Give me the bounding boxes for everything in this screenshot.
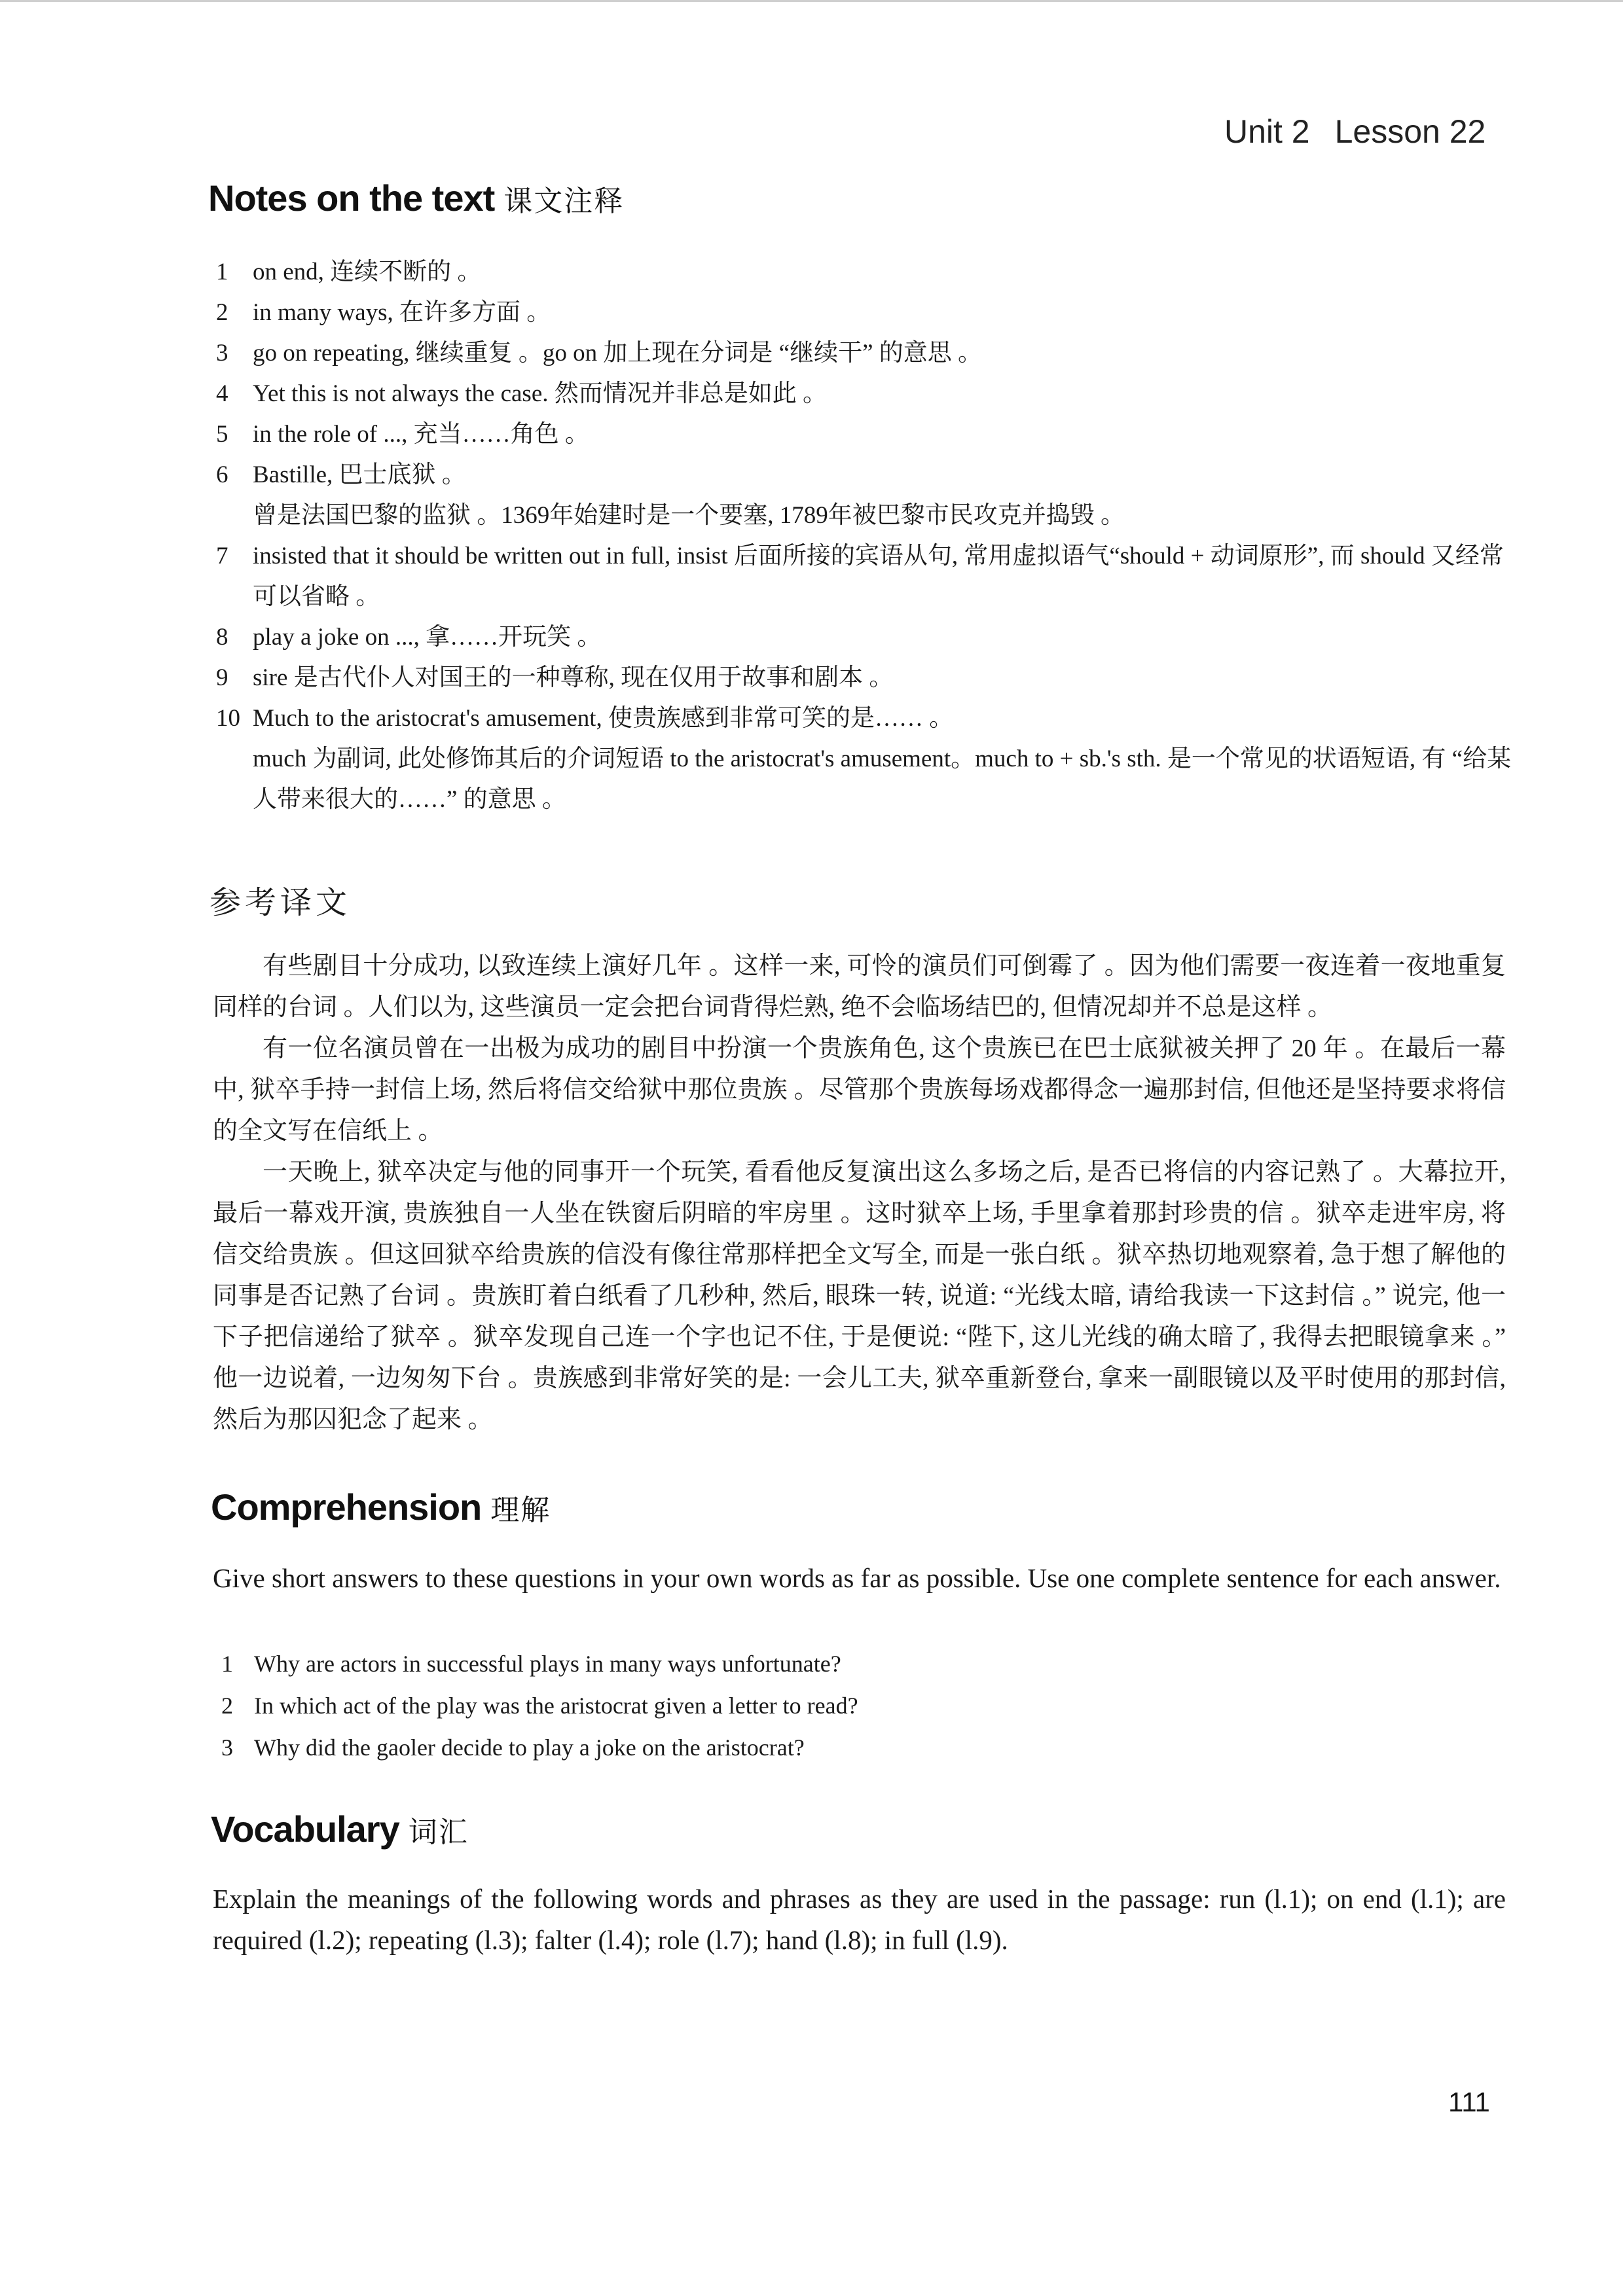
note-item <box>216 617 1512 658</box>
scan-edge-line <box>0 0 1623 2</box>
note-item <box>216 293 1512 333</box>
note-number: 2 <box>216 299 228 326</box>
note-item <box>216 536 1512 617</box>
running-head <box>1224 113 1510 151</box>
translation-paragraph: 有一位名演员曾在一出极为成功的剧目中扮演一个贵族角色, 这个贵族已在巴士底狱被关押了 20 年 。在最后一幕中, 狱卒手持一封信上场, 然后将信交给狱中那位贵族 。尽管那个贵族每场戏都得念一遍那封信, 但他还是坚持要求将信的全文写在信纸上 。 <box>213 1035 1506 1145</box>
notes-title-zh: 课文注释 <box>503 185 625 218</box>
note-item <box>216 252 1512 293</box>
comprehension-heading <box>211 1486 551 1528</box>
translation-paragraph: 一天晚上, 狱卒决定与他的同事开一个玩笑, 看看他反复演出这么多场之后, 是否已将信的内容记熟了 。大幕拉开, 最后一幕戏开演, 贵族独自一人坐在铁窗后阴暗的牢房里 。这时狱卒上场, 手里拿着那封珍贵的信 。狱卒走进牢房, 将信交给贵族 。但这回狱卒给贵族的信没有像往常那样把全文写全, 而是一张白纸 。狱卒热切地观察着, 急于想了解他的同事是否记熟了台词 。贵族盯着白纸看了几秒种, 然后, 眼珠一转, 说道: “光线太暗, 请给我读一下这封信 。” 说完, 他一下子把信递给了狱卒 。狱卒发现自己连一个字也记不住, 于是便说: “陛下, 这儿光线的确太暗了, 我得去把眼镜拿来 。” 他一边说着, 一边匆匆下台 。贵族感到非常好笑的是: 一会儿工夫, 狱卒重新登台, 拿来一副眼镜以及平时使用的那封信, 然后为那囚犯念了起来 。 <box>213 1158 1506 1433</box>
vocabulary-instruction: Explain the meanings of the following words and phrases as they are used in the passage: run (l.1); on end (l.1); are required (l.2); repeating (l.3); falter (l.4); role (l.7); hand (l.8); in full (l.9). <box>213 1884 1506 1955</box>
note-item <box>216 333 1512 374</box>
vocabulary-heading <box>211 1808 469 1850</box>
note-text: play a joke on ..., 拿……开玩笑 。 <box>253 624 602 651</box>
comprehension-title: Comprehension <box>211 1486 482 1528</box>
question-number: 1 <box>221 1651 233 1677</box>
note-text: sire 是古代仆人对国王的一种尊称, 现在仅用于故事和剧本 。 <box>253 664 894 691</box>
note-text: in the role of ..., 充当……角色 。 <box>253 421 589 448</box>
note-number: 1 <box>216 259 228 285</box>
question-item <box>221 1643 1465 1685</box>
lesson-label: Lesson 22 <box>1334 113 1486 150</box>
vocabulary-title: Vocabulary <box>211 1808 399 1850</box>
note-subtext: 曾是法国巴黎的监狱 。1369年始建时是一个要塞, 1789年被巴黎市民攻克并捣毁 。 <box>253 502 1125 529</box>
note-number: 7 <box>216 543 228 569</box>
translation-heading: 参考译文 <box>210 884 352 921</box>
note-number: 9 <box>216 664 228 691</box>
note-subtext: much 为副词, 此处修饰其后的介词短语 to the aristocrat's amusement。much to + sb.'s sth. 是一个常见的状语短语, 有 “给某人带来很大的……” 的意思 。 <box>253 745 1512 813</box>
notes-heading <box>208 177 624 219</box>
notes-list <box>216 252 1512 820</box>
page-number: 111 <box>1448 2087 1490 2117</box>
notes-title: Notes on the text <box>208 177 495 219</box>
note-text: on end, 连续不断的 。 <box>253 259 482 285</box>
note-item <box>216 374 1512 414</box>
unit-label: Unit 2 <box>1224 113 1310 150</box>
note-item <box>216 455 1512 536</box>
question-text: In which act of the play was the aristocrat given a letter to read? <box>254 1693 858 1719</box>
note-text: Yet this is not always the case. 然而情况并非总是如此 。 <box>253 380 827 407</box>
vocabulary-title-zh: 词汇 <box>408 1816 469 1849</box>
question-text: Why did the gaoler decide to play a joke on the aristocrat? <box>254 1734 805 1761</box>
note-number: 10 <box>216 705 240 732</box>
question-number: 2 <box>221 1693 233 1719</box>
note-number: 6 <box>216 461 228 488</box>
translation-body <box>213 946 1506 1441</box>
note-number: 4 <box>216 380 228 407</box>
note-number: 5 <box>216 421 228 448</box>
note-text: Bastille, 巴士底狱 。 <box>253 461 466 488</box>
note-item <box>216 698 1512 820</box>
note-text: in many ways, 在许多方面 。 <box>253 299 551 326</box>
note-text: Much to the aristocrat's amusement, 使贵族感到非常可笑的是…… 。 <box>253 705 954 732</box>
comprehension-title-zh: 理解 <box>490 1494 551 1527</box>
note-text: go on repeating, 继续重复 。go on 加上现在分词是 “继续干” 的意思 。 <box>253 340 982 367</box>
question-list <box>221 1643 1465 1768</box>
comprehension-instruction: Give short answers to these questions in your own words as far as possible. Use one complete sentence for each answer. <box>213 1563 1501 1593</box>
translation-paragraph: 有些剧目十分成功, 以致连续上演好几年 。这样一来, 可怜的演员们可倒霉了 。因为他们需要一夜连着一夜地重复同样的台词 。人们以为, 这些演员一定会把台词背得烂熟, 绝不会临场结巴的, 但情况却并不总是这样 。 <box>213 952 1506 1021</box>
note-text: insisted that it should be written out in full, insist 后面所接的宾语从句, 常用虚拟语气“should + 动词原形”, 而 should 又经常可以省略 。 <box>253 543 1504 610</box>
note-number: 3 <box>216 340 228 367</box>
question-number: 3 <box>221 1734 233 1761</box>
question-item <box>221 1685 1465 1727</box>
note-number: 8 <box>216 624 228 651</box>
note-item <box>216 414 1512 455</box>
question-item <box>221 1727 1465 1768</box>
note-item <box>216 658 1512 698</box>
question-text: Why are actors in successful plays in many ways unfortunate? <box>254 1651 841 1677</box>
